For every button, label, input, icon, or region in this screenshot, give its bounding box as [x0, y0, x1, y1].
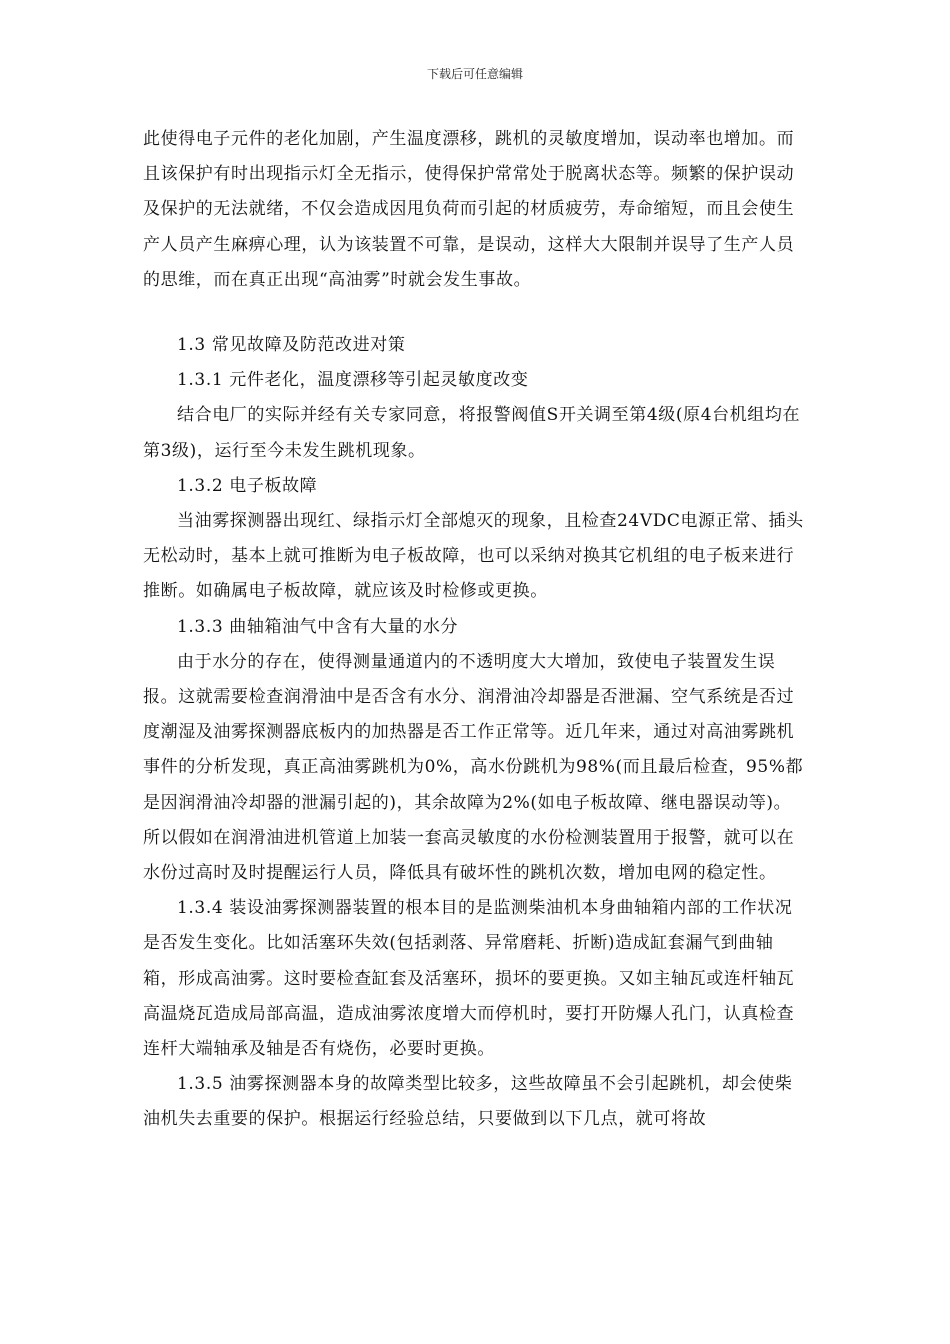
paragraph-1-3-3: 由于水分的存在，使得测量通道内的不透明度大大增加，致使电子装置发生误报。这就需要检查润滑油中是否含有水分、润滑油冷却器是否泄漏、空气系统是否过度潮湿及油雾探测器底板内的加热器是否工作正常等。近几年来，通过对高油雾跳机事件的分析发现，真正高油雾跳机为0%，高水份跳机为98%(而且最后检查，95%都是因润滑油冷却器的泄漏引起的)，其余故障为2%(如电子板故障、继电器误动等)。所以假如在润滑油进机管道上加装一套高灵敏度的水份检测装置用于报警，就可以在水份过高时及时提醒运行人员，降低具有破坏性的跳机次数，增加电网的稳定性。 — [143, 651, 804, 884]
paragraph-1-3-4: 1.3.4 装设油雾探测器装置的根本目的是监测柴油机本身曲轴箱内部的工作状况是否发生变化。比如活塞环失效(包括剥落、异常磨耗、折断)造成缸套漏气到曲轴箱，形成高油雾。这时要检查缸套及活塞环，损坏的要更换。又如主轴瓦或连杆轴瓦高温烧瓦造成局部高温，造成油雾浓度增大而停机时，要打开防爆人孔门，认真检查连杆大端轴承及轴是否有烧伤，必要时更换。 — [143, 898, 795, 1060]
paragraph-gap — [143, 298, 807, 328]
subsection-heading-1-3-3: 1.3.3 曲轴箱油气中含有大量的水分 — [177, 616, 459, 637]
paragraph-continuation: 此使得电子元件的老化加剧，产生温度漂移，跳机的灵敏度增加，误动率也增加。而且该保护有时出现指示灯全无指示，使得保护常常处于脱离状态等。频繁的保护误动及保护的无法就绪，不仅会造成因甩负荷而引起的材质疲劳，寿命缩短，而且会使生产人员产生麻痹心理，认为该装置不可靠，是误动，这样大大限制并误导了生产人员的思维，而在真正出现“高油雾”时就会发生事故。 — [143, 129, 795, 290]
paragraph-1-3-5: 1.3.5 油雾探测器本身的故障类型比较多，这些故障虽不会引起跳机，却会使柴油机失去重要的保护。根据运行经验总结，只要做到以下几点，就可将故 — [143, 1074, 793, 1130]
paragraph-1-3-2: 当油雾探测器出现红、绿指示灯全部熄灭的现象，且检查24VDC电源正常、插头无松动时，基本上就可推断为电子板故障，也可以采纳对换其它机组的电子板来进行推断。如确属电子板故障，就应该及时检修或更换。 — [143, 511, 804, 602]
document-body — [143, 122, 807, 1138]
subsection-heading-1-3-2: 1.3.2 电子板故障 — [177, 475, 318, 496]
section-heading-1-3: 1.3 常见故障及防范改进对策 — [177, 335, 406, 356]
paragraph-1-3-1: 结合电厂的实际并经有关专家同意，将报警阀值S开关调至第4级(原4台机组均在第3级)，运行至今未发生跳机现象。 — [143, 405, 801, 461]
page-header: 下载后可任意编辑 — [426, 67, 523, 81]
subsection-heading-1-3-1: 1.3.1 元件老化，温度漂移等引起灵敏度改变 — [177, 370, 529, 391]
